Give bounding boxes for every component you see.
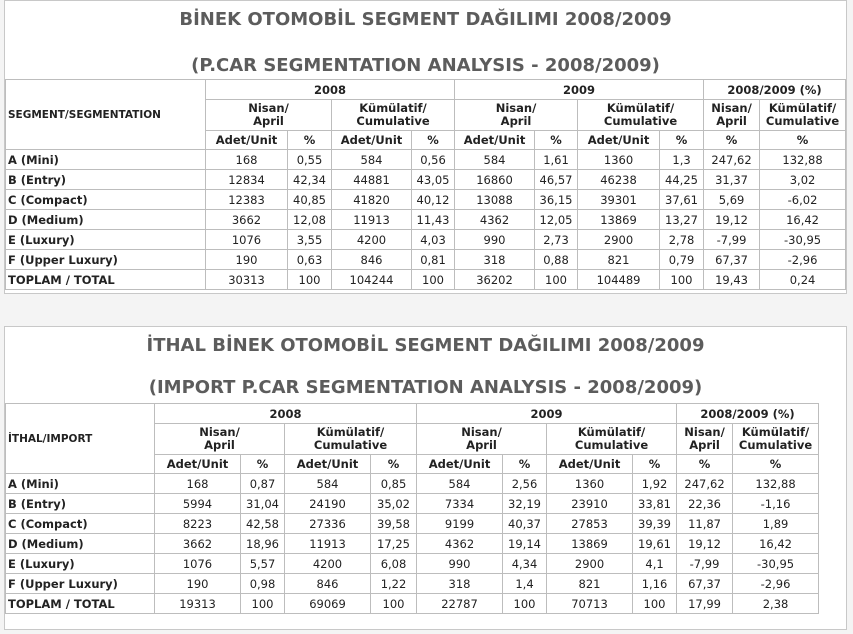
april-tr-label: Nisan/	[684, 425, 725, 439]
table-cell: 1,4	[503, 574, 547, 594]
cumul-en-label: Cumulative	[356, 114, 430, 128]
cumul-en-label: Cumulative	[603, 114, 678, 128]
table-row	[6, 554, 819, 574]
unit-header: Adet/Unit	[285, 455, 371, 474]
table-row	[6, 250, 846, 270]
cumulative-header	[547, 424, 677, 455]
percent-header: %	[660, 131, 704, 150]
cumulative-header	[285, 424, 417, 455]
table-cell: -2,96	[760, 250, 846, 270]
table-cell: 3662	[155, 534, 241, 554]
table-cell: 13869	[578, 210, 660, 230]
table-cell: 70713	[547, 594, 633, 614]
cumul-en-label: Cumulative	[765, 114, 840, 128]
table-cell: 4362	[417, 534, 503, 554]
segment-label: A (Mini)	[6, 150, 206, 170]
cumul-tr-label: Kümülatif/	[316, 425, 385, 439]
segment-label: E (Luxury)	[6, 554, 155, 574]
domestic-segmentation-panel	[4, 0, 847, 294]
table-cell: 24190	[285, 494, 371, 514]
table-cell: 132,88	[733, 474, 819, 494]
table-cell: 0,88	[535, 250, 578, 270]
table-cell: 11913	[332, 210, 412, 230]
corner-header: SEGMENT/SEGMENTATION	[6, 80, 206, 150]
segment-label: A (Mini)	[6, 474, 155, 494]
table-row	[6, 474, 819, 494]
april-tr-label: Nisan/	[495, 101, 537, 115]
table-cell: -1,16	[733, 494, 819, 514]
table-cell: 2,56	[503, 474, 547, 494]
table-cell: 46238	[578, 170, 660, 190]
cumulative-header	[733, 424, 819, 455]
segment-label: D (Medium)	[6, 210, 206, 230]
table-cell: 42,58	[241, 514, 285, 534]
table-cell: 33,81	[633, 494, 677, 514]
table-row	[6, 150, 846, 170]
header-row-years	[6, 404, 819, 424]
table1-title: BİNEK OTOMOBİL SEGMENT DAĞILIMI 2008/2009	[179, 9, 672, 30]
unit-header: Adet/Unit	[332, 131, 412, 150]
table-cell: 190	[155, 574, 241, 594]
table-cell: 4200	[285, 554, 371, 574]
table-cell: 0,87	[241, 474, 285, 494]
table-cell: 100	[633, 594, 677, 614]
table-cell: 16860	[455, 170, 535, 190]
table-cell: 5,69	[704, 190, 760, 210]
table-cell: -30,95	[733, 554, 819, 574]
table-cell: 12,08	[288, 210, 332, 230]
table-cell: 990	[455, 230, 535, 250]
table-cell: 0,63	[288, 250, 332, 270]
table-cell: 247,62	[704, 150, 760, 170]
table-cell: 16,42	[760, 210, 846, 230]
table-cell: 1,61	[535, 150, 578, 170]
table-cell: 4362	[455, 210, 535, 230]
table-cell: 100	[660, 270, 704, 290]
table-cell: 1,89	[733, 514, 819, 534]
table-cell: 0,55	[288, 150, 332, 170]
table-cell: 18,96	[241, 534, 285, 554]
april-header	[417, 424, 547, 455]
table-cell: 1,92	[633, 474, 677, 494]
change-header: 2008/2009 (%)	[704, 80, 846, 100]
table-cell: 19313	[155, 594, 241, 614]
segment-label: F (Upper Luxury)	[6, 250, 206, 270]
table-cell: -30,95	[760, 230, 846, 250]
table-cell: 23910	[547, 494, 633, 514]
table-cell: 22,36	[677, 494, 733, 514]
table-cell: 100	[412, 270, 455, 290]
table-cell: 13,27	[660, 210, 704, 230]
table-cell: 5994	[155, 494, 241, 514]
table-cell: 2900	[547, 554, 633, 574]
table2	[5, 403, 819, 614]
table-cell: 100	[288, 270, 332, 290]
april-en-label: April	[500, 114, 532, 128]
table-cell: 13088	[455, 190, 535, 210]
table-cell: 190	[206, 250, 288, 270]
april-en-label: April	[716, 114, 747, 128]
table-cell: 67,37	[677, 574, 733, 594]
change-header: 2008/2009 (%)	[677, 404, 819, 424]
table-cell: 43,05	[412, 170, 455, 190]
unit-header: Adet/Unit	[155, 455, 241, 474]
table-cell: 42,34	[288, 170, 332, 190]
table-cell: 104244	[332, 270, 412, 290]
table-cell: 990	[417, 554, 503, 574]
table-row	[6, 210, 846, 230]
segment-label: B (Entry)	[6, 494, 155, 514]
header-row-years	[6, 80, 846, 100]
cumulative-header	[578, 100, 704, 131]
cumul-tr-label: Kümülatif/	[577, 425, 646, 439]
year-2008-header: 2008	[155, 404, 417, 424]
table-cell: 2,73	[535, 230, 578, 250]
cumul-tr-label: Kümülatif/	[741, 425, 810, 439]
table-cell: 19,43	[704, 270, 760, 290]
segment-label: TOPLAM / TOTAL	[6, 594, 155, 614]
table-cell: 247,62	[677, 474, 733, 494]
percent-header: %	[288, 131, 332, 150]
table-cell: 19,12	[704, 210, 760, 230]
import-segmentation-panel	[4, 326, 847, 630]
cumulative-header	[760, 100, 846, 131]
segment-label: D (Medium)	[6, 534, 155, 554]
cumul-tr-label: Kümülatif/	[359, 101, 427, 115]
table-cell: 2,78	[660, 230, 704, 250]
unit-header: Adet/Unit	[547, 455, 633, 474]
table-row	[6, 534, 819, 554]
segment-label: B (Entry)	[6, 170, 206, 190]
cumulative-header	[332, 100, 455, 131]
table-cell: 27853	[547, 514, 633, 534]
table-cell: 46,57	[535, 170, 578, 190]
table-cell: 27336	[285, 514, 371, 534]
table-cell: 16,42	[733, 534, 819, 554]
table-cell: 0,85	[371, 474, 417, 494]
table-cell: 19,61	[633, 534, 677, 554]
percent-header: %	[241, 455, 285, 474]
table-row	[6, 574, 819, 594]
table-cell: 0,56	[412, 150, 455, 170]
table-cell: 2,38	[733, 594, 819, 614]
table-cell: 32,19	[503, 494, 547, 514]
table-cell: 5,57	[241, 554, 285, 574]
table-cell: 12383	[206, 190, 288, 210]
table-cell: 100	[535, 270, 578, 290]
table-cell: 36,15	[535, 190, 578, 210]
table-cell: 4,03	[412, 230, 455, 250]
table-cell: 318	[417, 574, 503, 594]
table-cell: 584	[455, 150, 535, 170]
table-cell: -7,99	[677, 554, 733, 574]
table-row	[6, 494, 819, 514]
april-header	[704, 100, 760, 131]
unit-header: Adet/Unit	[206, 131, 288, 150]
table-cell: 44,25	[660, 170, 704, 190]
percent-header: %	[760, 131, 846, 150]
table-cell: -6,02	[760, 190, 846, 210]
april-en-label: April	[689, 438, 720, 452]
segment-label: F (Upper Luxury)	[6, 574, 155, 594]
table-cell: 584	[285, 474, 371, 494]
table-cell: 37,61	[660, 190, 704, 210]
table-cell: 22787	[417, 594, 503, 614]
table-cell: 846	[285, 574, 371, 594]
table-row	[6, 270, 846, 290]
april-header	[206, 100, 332, 131]
year-2009-header: 2009	[455, 80, 704, 100]
table2-title: İTHAL BİNEK OTOMOBİL SEGMENT DAĞILIMI 2008/2009	[146, 335, 705, 356]
table-cell: 67,37	[704, 250, 760, 270]
percent-header: %	[535, 131, 578, 150]
table-row	[6, 230, 846, 250]
table1-subtitle: (P.CAR SEGMENTATION ANALYSIS - 2008/2009)	[191, 55, 660, 76]
table-row	[6, 190, 846, 210]
table-cell: 100	[241, 594, 285, 614]
table-cell: 19,14	[503, 534, 547, 554]
cumul-en-label: Cumulative	[574, 438, 649, 452]
table-cell: 39301	[578, 190, 660, 210]
cumul-en-label: Cumulative	[738, 438, 813, 452]
segment-label: C (Compact)	[6, 190, 206, 210]
table-cell: 1076	[155, 554, 241, 574]
table-cell: 41820	[332, 190, 412, 210]
unit-header: Adet/Unit	[455, 131, 535, 150]
percent-header: %	[733, 455, 819, 474]
table-cell: 4,34	[503, 554, 547, 574]
table-cell: 8223	[155, 514, 241, 534]
table-cell: 69069	[285, 594, 371, 614]
table-cell: 168	[155, 474, 241, 494]
percent-header: %	[412, 131, 455, 150]
table-cell: 12,05	[535, 210, 578, 230]
table-cell: 1360	[547, 474, 633, 494]
cumul-tr-label: Kümülatif/	[606, 101, 675, 115]
table-cell: 39,39	[633, 514, 677, 534]
table-cell: 584	[332, 150, 412, 170]
april-header	[677, 424, 733, 455]
table-cell: 30313	[206, 270, 288, 290]
year-2008-header: 2008	[206, 80, 455, 100]
table-row	[6, 514, 819, 534]
april-tr-label: Nisan/	[248, 101, 289, 115]
table-cell: 19,12	[677, 534, 733, 554]
table-cell: 1076	[206, 230, 288, 250]
table-cell: 44881	[332, 170, 412, 190]
percent-header: %	[503, 455, 547, 474]
table-cell: 11913	[285, 534, 371, 554]
percent-header: %	[371, 455, 417, 474]
table-cell: 100	[371, 594, 417, 614]
table-cell: 40,37	[503, 514, 547, 534]
table-cell: 100	[503, 594, 547, 614]
table-cell: 4,1	[633, 554, 677, 574]
table-row	[6, 170, 846, 190]
table-cell: 40,12	[412, 190, 455, 210]
table-cell: -7,99	[704, 230, 760, 250]
table2-subtitle: (IMPORT P.CAR SEGMENTATION ANALYSIS - 2008/2009)	[148, 377, 703, 398]
table-cell: 584	[417, 474, 503, 494]
april-en-label: April	[253, 114, 284, 128]
april-header	[455, 100, 578, 131]
table-cell: 3,55	[288, 230, 332, 250]
april-header	[155, 424, 285, 455]
table-cell: 1360	[578, 150, 660, 170]
table-cell: 846	[332, 250, 412, 270]
april-tr-label: Nisan/	[461, 425, 502, 439]
table-cell: 11,87	[677, 514, 733, 534]
april-en-label: April	[466, 438, 497, 452]
segment-label: C (Compact)	[6, 514, 155, 534]
table-cell: 1,22	[371, 574, 417, 594]
table-cell: 132,88	[760, 150, 846, 170]
unit-header: Adet/Unit	[417, 455, 503, 474]
table-cell: 1,3	[660, 150, 704, 170]
table-cell: 821	[578, 250, 660, 270]
table-cell: 35,02	[371, 494, 417, 514]
table-cell: 3662	[206, 210, 288, 230]
table-cell: 31,37	[704, 170, 760, 190]
table-cell: 17,25	[371, 534, 417, 554]
table-cell: 2900	[578, 230, 660, 250]
table-cell: 13869	[547, 534, 633, 554]
april-en-label: April	[204, 438, 235, 452]
table-cell: 821	[547, 574, 633, 594]
percent-header: %	[677, 455, 733, 474]
table-cell: 6,08	[371, 554, 417, 574]
table-cell: 1,16	[633, 574, 677, 594]
table-cell: 0,98	[241, 574, 285, 594]
year-2009-header: 2009	[417, 404, 677, 424]
table1	[5, 79, 846, 290]
table-cell: 0,24	[760, 270, 846, 290]
table-cell: 7334	[417, 494, 503, 514]
table-cell: 40,85	[288, 190, 332, 210]
percent-header: %	[704, 131, 760, 150]
table-cell: 31,04	[241, 494, 285, 514]
table-cell: 17,99	[677, 594, 733, 614]
corner-header: İTHAL/IMPORT	[6, 404, 155, 474]
unit-header: Adet/Unit	[578, 131, 660, 150]
cumul-en-label: Cumulative	[313, 438, 388, 452]
table-cell: 0,79	[660, 250, 704, 270]
table-row	[6, 594, 819, 614]
table-cell: 168	[206, 150, 288, 170]
table-cell: 3,02	[760, 170, 846, 190]
april-tr-label: Nisan/	[711, 101, 752, 115]
table-cell: 39,58	[371, 514, 417, 534]
segment-label: E (Luxury)	[6, 230, 206, 250]
table-cell: 104489	[578, 270, 660, 290]
table-cell: 4200	[332, 230, 412, 250]
table-cell: 9199	[417, 514, 503, 534]
april-tr-label: Nisan/	[199, 425, 240, 439]
segment-label: TOPLAM / TOTAL	[6, 270, 206, 290]
table-cell: 11,43	[412, 210, 455, 230]
cumul-tr-label: Kümülatif/	[768, 101, 837, 115]
percent-header: %	[633, 455, 677, 474]
table-cell: 318	[455, 250, 535, 270]
table-cell: -2,96	[733, 574, 819, 594]
table-cell: 12834	[206, 170, 288, 190]
table-cell: 36202	[455, 270, 535, 290]
table-cell: 0,81	[412, 250, 455, 270]
